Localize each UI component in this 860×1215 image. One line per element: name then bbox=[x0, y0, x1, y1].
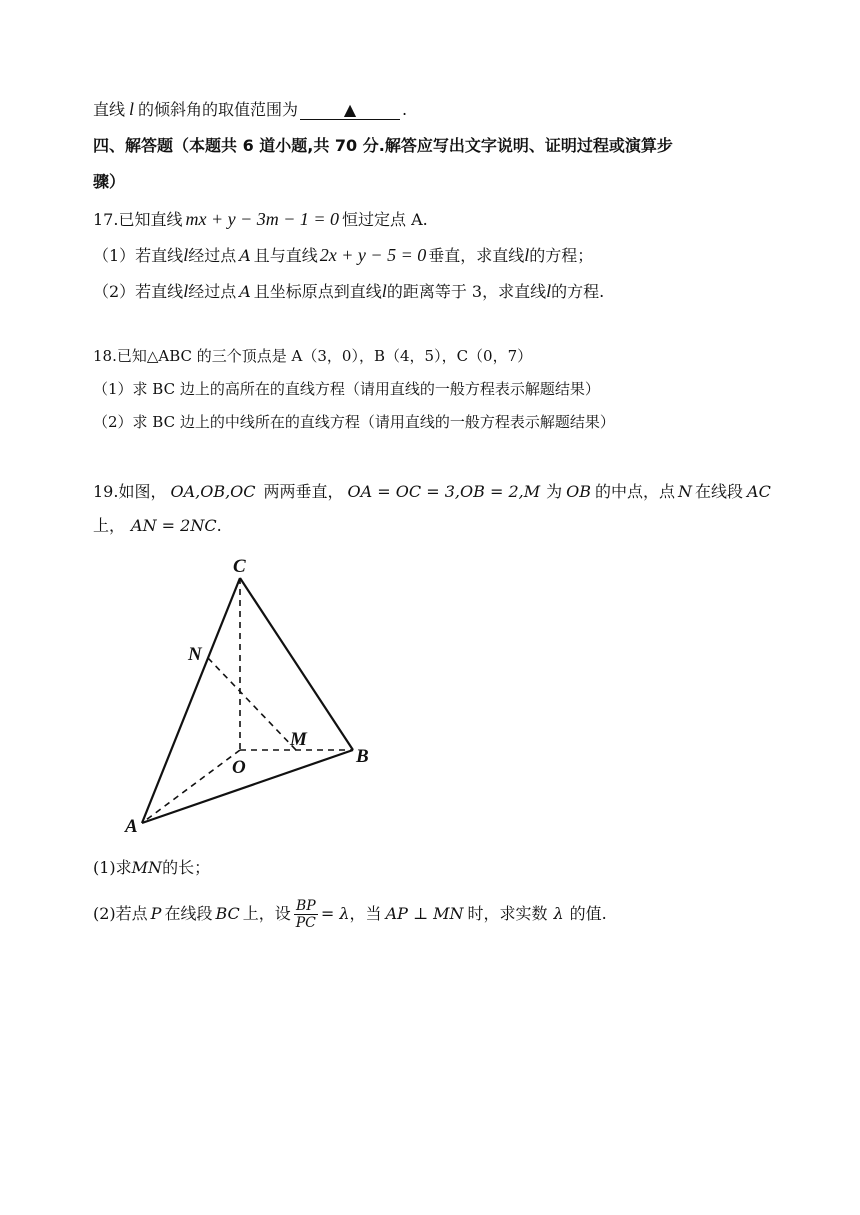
math-point-n: N bbox=[678, 482, 693, 501]
q17-text: 垂直，求直线 bbox=[428, 246, 525, 265]
math-var-l: l bbox=[546, 281, 552, 301]
q17-text: 17.已知直线 bbox=[93, 210, 183, 229]
q19-text: . bbox=[216, 516, 222, 535]
fraction-bp-pc bbox=[294, 898, 318, 931]
q19-text: 19.如图， bbox=[93, 482, 167, 501]
fraction-denominator: PC bbox=[295, 915, 316, 931]
math-var-l: l bbox=[524, 245, 530, 265]
segment-nm bbox=[208, 658, 296, 750]
q18-text: （2）求 BC 边上的中线所在的直线方程（请用直线的一般方程表示解题结果） bbox=[93, 413, 615, 431]
q18-text: （1）求 BC 边上的高所在的直线方程（请用直线的一般方程表示解题结果） bbox=[93, 380, 600, 398]
q19-text: 上，设 bbox=[242, 904, 291, 923]
math-expression: AN = 2NC bbox=[131, 516, 217, 535]
math-expression: BC bbox=[215, 904, 240, 923]
section-title-line2: 骤） bbox=[93, 172, 126, 191]
section-heading bbox=[93, 135, 673, 157]
q17-stem bbox=[93, 208, 428, 231]
q19-stem bbox=[93, 481, 771, 503]
q18-text: 18.已知△ABC 的三个顶点是 A（3，0），B（4，5），C（0，7） bbox=[93, 347, 533, 365]
math-expression: MN bbox=[131, 858, 163, 877]
q19-stem-cont bbox=[93, 515, 222, 537]
q18-part2 bbox=[93, 411, 615, 433]
label-o: O bbox=[232, 757, 246, 778]
math-expression: OA = OC = 3,OB = 2,M bbox=[347, 482, 541, 501]
q18-part1 bbox=[93, 378, 600, 400]
edge-ab bbox=[142, 750, 353, 823]
label-n: N bbox=[188, 644, 202, 665]
math-point-a: A bbox=[239, 282, 251, 301]
label-c: C bbox=[233, 556, 246, 577]
math-point-p: P bbox=[150, 904, 162, 923]
math-var-l: l bbox=[183, 281, 189, 301]
q19-text: (1)求 bbox=[93, 858, 132, 877]
q17-text: 的距离等于 3，求直线 bbox=[386, 282, 547, 301]
tetrahedron-figure bbox=[110, 545, 380, 835]
q19-text: 在线段 bbox=[164, 904, 213, 923]
math-var-l: l bbox=[381, 281, 387, 301]
q19-text: 为 bbox=[546, 482, 563, 501]
q19-text: 的值. bbox=[569, 904, 607, 923]
math-var-lambda: λ bbox=[553, 904, 564, 923]
math-equation: 2x + y − 5 = 0 bbox=[319, 245, 427, 265]
q17-text: 经过点 bbox=[188, 282, 237, 301]
q17-text: （2）若直线 bbox=[93, 282, 184, 301]
math-expression: AC bbox=[747, 482, 771, 501]
q19-text: 在线段 bbox=[695, 482, 744, 501]
math-var-l: l bbox=[183, 245, 189, 265]
label-b: B bbox=[356, 746, 369, 767]
section-heading-cont bbox=[93, 171, 125, 193]
q17-text: 经过点 bbox=[188, 246, 237, 265]
q16-period: . bbox=[402, 100, 408, 119]
q19-part1 bbox=[93, 857, 210, 879]
q19-text: 时，求实数 bbox=[467, 904, 548, 923]
q17-part1 bbox=[93, 244, 593, 267]
q16-text: 直线 bbox=[93, 100, 126, 119]
edge-cb bbox=[240, 578, 353, 750]
q19-part2 bbox=[93, 894, 607, 934]
q17-text: 且坐标原点到直线 bbox=[253, 282, 382, 301]
math-point-a: A bbox=[239, 246, 251, 265]
q19-text: 两两垂直， bbox=[263, 482, 344, 501]
section-title-line1: 四、解答题（本题共 6 道小题,共 70 分.解答应写出文字说明、证明过程或演算步 bbox=[93, 136, 673, 155]
q18-stem bbox=[93, 345, 532, 367]
answer-blank[interactable] bbox=[300, 101, 400, 120]
q19-text: (2)若点 bbox=[93, 904, 148, 923]
q17-text: （1）若直线 bbox=[93, 246, 184, 265]
q19-text: 的长； bbox=[162, 858, 211, 877]
q17-part2 bbox=[93, 280, 604, 303]
math-expression: AP ⊥ MN bbox=[385, 904, 464, 923]
q17-text: 的方程. bbox=[551, 282, 605, 301]
math-equation: mx + y − 3m − 1 = 0 bbox=[185, 209, 340, 229]
q17-text: 恒过定点 A. bbox=[342, 210, 428, 229]
math-var-l: l bbox=[129, 99, 135, 119]
q16-text: 的倾斜角的取值范围为 bbox=[138, 100, 299, 119]
fraction-numerator: BP bbox=[294, 898, 318, 915]
math-expression: = λ bbox=[320, 904, 350, 923]
math-expression: OB bbox=[566, 482, 591, 501]
q17-text: 的方程； bbox=[529, 246, 594, 265]
q19-text: ，当 bbox=[349, 904, 382, 923]
q16-answer-line bbox=[93, 98, 407, 121]
label-m: M bbox=[290, 729, 307, 750]
q17-text: 且与直线 bbox=[253, 246, 318, 265]
q19-text: 的中点，点 bbox=[595, 482, 676, 501]
label-a: A bbox=[125, 816, 138, 835]
blank-mark: ▲ bbox=[343, 100, 357, 119]
math-expression: OA,OB,OC bbox=[170, 482, 256, 501]
q19-text: 上， bbox=[93, 516, 126, 535]
